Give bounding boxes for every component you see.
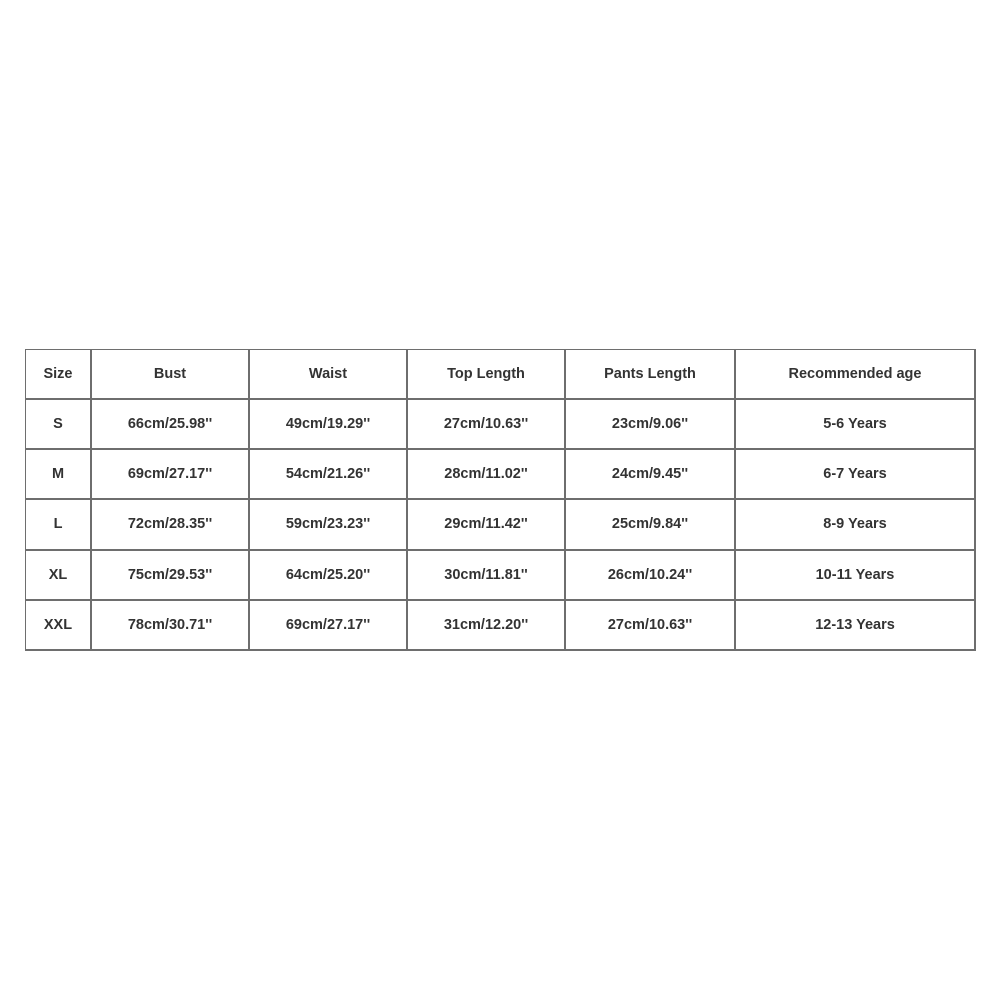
cell-bust: 75cm/29.53''	[92, 551, 250, 601]
cell-top-length: 30cm/11.81''	[408, 551, 566, 601]
cell-waist: 54cm/21.26''	[250, 450, 408, 500]
cell-bust: 78cm/30.71''	[92, 601, 250, 651]
cell-size: XXL	[26, 601, 92, 651]
header-size: Size	[26, 350, 92, 400]
cell-bust: 69cm/27.17''	[92, 450, 250, 500]
cell-pants-length: 25cm/9.84''	[566, 500, 736, 550]
cell-recommended-age: 6-7 Years	[736, 450, 976, 500]
size-chart-table	[25, 349, 976, 651]
cell-bust: 72cm/28.35''	[92, 500, 250, 550]
cell-size: XL	[26, 551, 92, 601]
table-row	[26, 551, 976, 601]
header-bust: Bust	[92, 350, 250, 400]
cell-size: L	[26, 500, 92, 550]
table-row	[26, 601, 976, 651]
cell-recommended-age: 5-6 Years	[736, 400, 976, 450]
table-row	[26, 450, 976, 500]
cell-recommended-age: 8-9 Years	[736, 500, 976, 550]
header-recommended-age: Recommended age	[736, 350, 976, 400]
cell-top-length: 29cm/11.42''	[408, 500, 566, 550]
cell-pants-length: 26cm/10.24''	[566, 551, 736, 601]
cell-waist: 49cm/19.29''	[250, 400, 408, 450]
cell-top-length: 28cm/11.02''	[408, 450, 566, 500]
header-waist: Waist	[250, 350, 408, 400]
cell-pants-length: 27cm/10.63''	[566, 601, 736, 651]
cell-recommended-age: 12-13 Years	[736, 601, 976, 651]
table-row	[26, 400, 976, 450]
cell-waist: 69cm/27.17''	[250, 601, 408, 651]
cell-pants-length: 23cm/9.06''	[566, 400, 736, 450]
cell-top-length: 27cm/10.63''	[408, 400, 566, 450]
cell-size: S	[26, 400, 92, 450]
header-pants-length: Pants Length	[566, 350, 736, 400]
cell-recommended-age: 10-11 Years	[736, 551, 976, 601]
cell-bust: 66cm/25.98''	[92, 400, 250, 450]
cell-waist: 64cm/25.20''	[250, 551, 408, 601]
cell-waist: 59cm/23.23''	[250, 500, 408, 550]
header-row	[26, 350, 976, 400]
header-top-length: Top Length	[408, 350, 566, 400]
cell-pants-length: 24cm/9.45''	[566, 450, 736, 500]
table-row	[26, 500, 976, 550]
cell-top-length: 31cm/12.20''	[408, 601, 566, 651]
cell-size: M	[26, 450, 92, 500]
